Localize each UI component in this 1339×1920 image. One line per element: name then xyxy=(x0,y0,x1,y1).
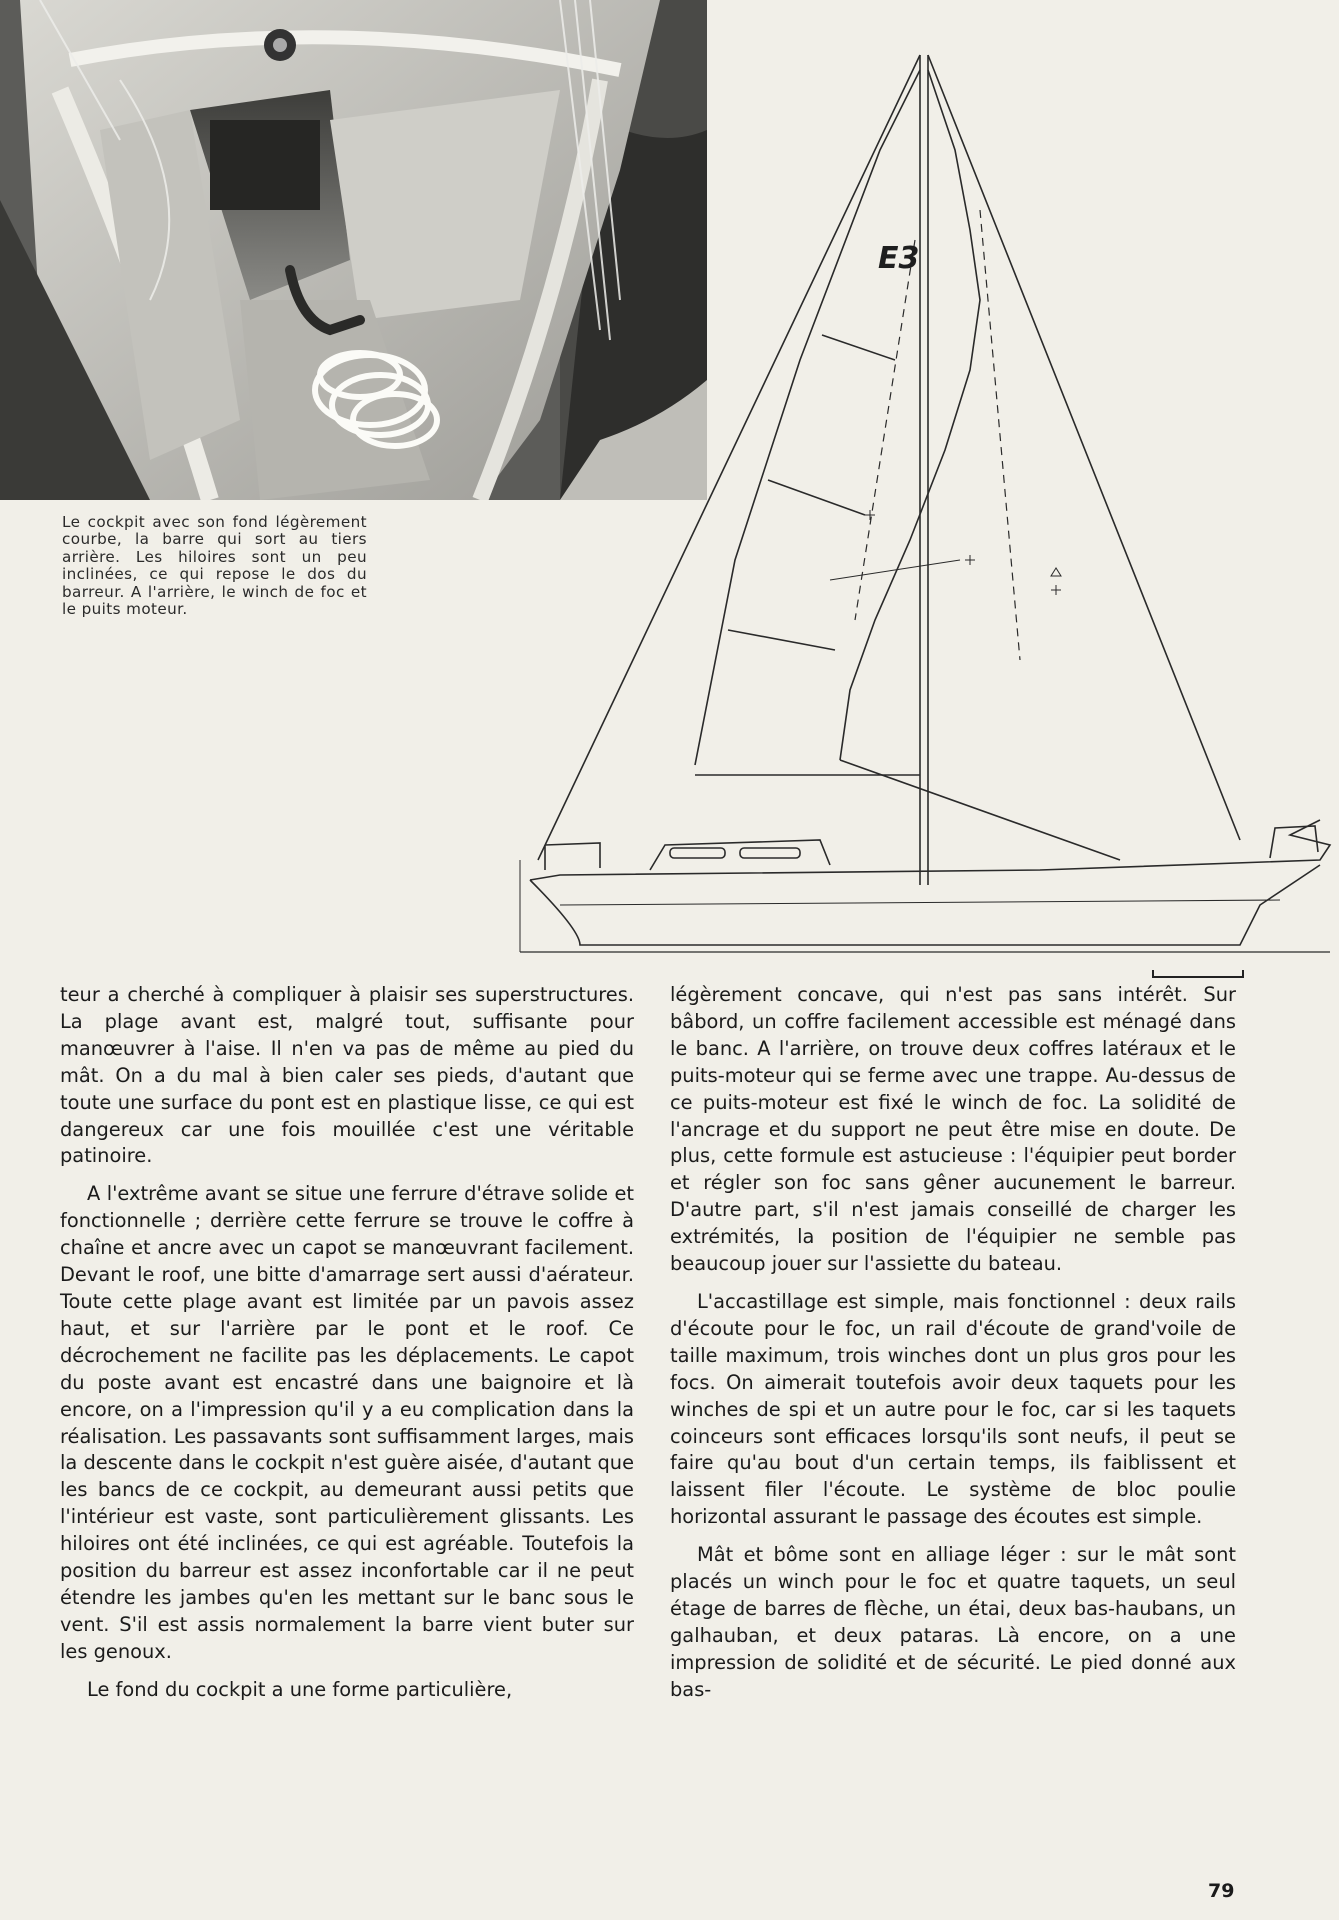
article-column-left xyxy=(60,982,634,1715)
paragraph: Le fond du cockpit a une forme particulière, xyxy=(87,1677,513,1701)
scale-bar xyxy=(1152,976,1244,978)
paragraph: légèrement concave, qui n'est pas sans intérêt. Sur bâbord, un coffre facilement accessible est ménagé dans le banc. A l'arrière, on trouve deux coffres latéraux et le puits-moteur qui se ferme avec une trappe. Au-dessus de ce puits-moteur est fixé le winch de foc. La solidité de l'ancrage et du support ne peut être mise en doute. De plus, cette formule est astucieuse : l'équipier peut border et régler son foc sans gêner aucunement le barreur. D'autre part, s'il n'est jamais conseillé de charger les extrémités, la position de l'équipier ne semble pas beaucoup jouer sur l'assiette du bateau. xyxy=(670,983,1236,1276)
sail-plan-drawing xyxy=(500,0,1339,980)
article-column-right xyxy=(670,982,1236,1715)
paragraph: L'accastillage est simple, mais fonctionnel : deux rails d'écoute pour le foc, un rail d'écoute de grand'voile de taille maximum, trois winches dont un plus gros pour les focs. On aimerait toutefois avoir deux taquets pour les winches de spi et un autre pour le foc, car si les taquets coinceurs sont efficaces lorsqu'ils sont neufs, il peut se faire qu'au bout d'un certain temps, ils faiblissent et laissent filer l'écoute. Le système de bloc poulie horizontal assurant le passage des écoutes est simple. xyxy=(670,1289,1236,1529)
photo-caption: Le cockpit avec son fond légèrement courbe, la barre qui sort au tiers arrière. Les hiloires sont un peu inclinées, ce qui repose le dos du barreur. A l'arrière, le winch de foc et le puits moteur. xyxy=(62,513,367,619)
paragraph: teur a cherché à compliquer à plaisir ses superstructures. La plage avant est, malgré tout, suffisante pour manœuvrer à l'aise. Il n'en va pas de même au pied du mât. On a du mal à bien caler ses pieds, d'autant que toute une surface du pont est en plastique lisse, ce qui est dangereux car une fois mouillée c'est une véritable patinoire. xyxy=(60,983,634,1168)
paragraph: A l'extrême avant se situe une ferrure d'étrave solide et fonctionnelle ; derrière cette ferrure se trouve le coffre à chaîne et ancre avec un capot se manœuvrant facilement. Devant le roof, une bitte d'amarrage sert aussi d'aérateur. Toute cette plage avant est limitée par un pavois assez haut, et sur l'arrière par le pont et le roof. Ce décrochement ne facilite pas les déplacements. Le capot du poste avant est encastré dans une baignoire et là encore, on a l'impression qu'il y a eu complication dans la réalisation. Les passavants sont suffisamment larges, mais la descente dans le cockpit n'est guère aisée, d'autant que les bancs de ce cockpit, au demeurant aussi petits que l'intérieur est vaste, sont particulièrement glissants. Les hiloires ont été inclinées, ce qui est agréable. Toutefois la position du barreur est assez inconfortable car il ne peut étendre les jambes qu'en les mettant sur le banc sous le vent. S'il est assis normalement la barre vient buter sur les genoux. xyxy=(60,1182,634,1663)
paragraph: Mât et bôme sont en alliage léger : sur le mât sont placés un winch pour le foc et quatre taquets, un seul étage de barres de flèche, un étai, deux bas-haubans, un galhauban, et deux pataras. Là encore, on a une impression de solidité et de sécurité. Le pied donné aux bas- xyxy=(670,1543,1236,1701)
page-number: 79 xyxy=(1208,1880,1235,1902)
sail-number-label: E3 xyxy=(878,241,920,276)
